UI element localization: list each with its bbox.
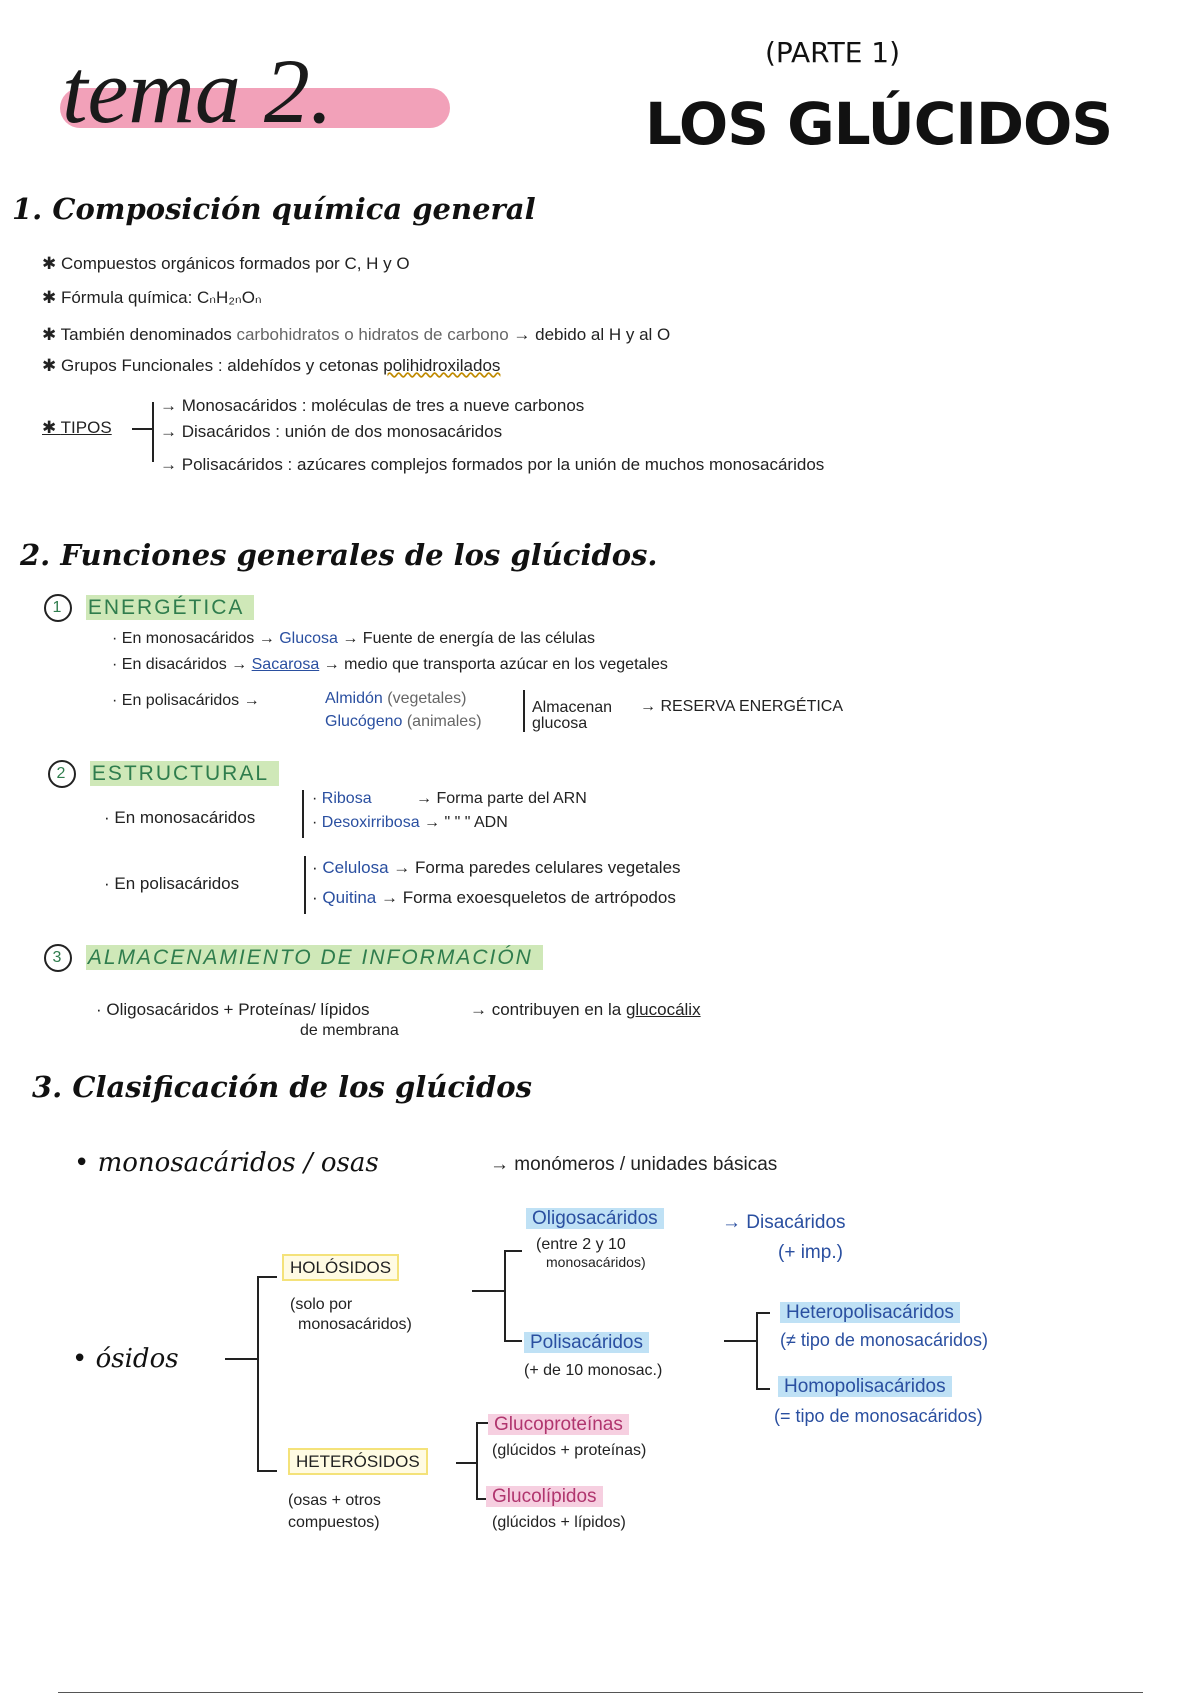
osidos-text: ósidos bbox=[95, 1344, 179, 1374]
polis-branch-connector bbox=[724, 1340, 756, 1342]
oligo-row bbox=[526, 1208, 664, 1230]
glucoprot-row bbox=[488, 1414, 629, 1436]
energy-brace bbox=[523, 690, 525, 732]
bullet-3: ✱ También denominados carbohidratos o hidratos de carbono → debido al H y al O bbox=[42, 325, 671, 344]
ribosa-row: · Ribosa → Forma parte del ARN bbox=[312, 790, 587, 807]
oligosacaridos: Oligosacáridos bbox=[526, 1208, 664, 1229]
celulosa-desc: → Forma paredes celulares vegetales bbox=[393, 858, 681, 877]
energy-row-1c: → Fuente de energía de las células bbox=[342, 630, 595, 647]
homopol-connector bbox=[756, 1388, 770, 1390]
func-3-label: ALMACENAMIENTO DE INFORMACIÓN bbox=[86, 945, 543, 970]
bullet-2: ✱ Fórmula química: CₙH₂ₙOₙ bbox=[42, 288, 262, 307]
glucolip-row bbox=[486, 1486, 603, 1508]
quitina-row: · Quitina → Forma exoesqueletos de artrópodos bbox=[312, 888, 676, 907]
energy-row-2b: Sacarosa bbox=[251, 656, 320, 673]
glucolip-desc: (glúcidos + lípidos) bbox=[492, 1514, 626, 1531]
info-c: → contribuyen en la bbox=[470, 1000, 622, 1019]
disac-desc: (+ imp.) bbox=[778, 1242, 843, 1263]
desoxi-desc: → " " " ADN bbox=[424, 814, 508, 831]
osidos-branch bbox=[257, 1276, 259, 1470]
struct-poli-text: En polisacáridos bbox=[114, 874, 240, 893]
quitina-desc: → Forma exoesqueletos de artrópodos bbox=[381, 888, 676, 907]
struct-poli-label: · En polisacáridos bbox=[104, 874, 240, 893]
info-a: Oligosacáridos + Proteínas/ lípidos bbox=[106, 1000, 370, 1019]
osidos-label: • ósidos bbox=[72, 1344, 179, 1374]
tipo-2-text: Disacáridos : unión de dos monosacáridos bbox=[181, 422, 503, 441]
almacenan: Almacenan glucosa bbox=[532, 699, 613, 732]
homopol-row bbox=[778, 1376, 952, 1398]
tema-title: tema 2. bbox=[62, 40, 333, 142]
holo-desc-2: monosacáridos) bbox=[298, 1316, 412, 1333]
bullet-1-text: Compuestos orgánicos formados por C, H y O bbox=[60, 254, 410, 273]
polis-branch bbox=[756, 1312, 758, 1388]
almidon: Almidón bbox=[325, 690, 383, 707]
bullet-3c: → debido al H y al O bbox=[513, 325, 671, 344]
info-d: glucocálix bbox=[625, 1000, 701, 1019]
bullet-4: ✱ Grupos Funcionales : aldehídos y cetonas polihidroxilados bbox=[42, 356, 501, 375]
celulosa-row: · Celulosa → Forma paredes celulares vegetales bbox=[312, 858, 681, 877]
glucogeno-desc: (animales) bbox=[406, 713, 482, 730]
holosidos-box bbox=[282, 1258, 399, 1278]
tipo-3: → Polisacáridos : azúcares complejos formados por la unión de muchos monosacáridos bbox=[160, 455, 825, 474]
energy-row-1b: Glucosa bbox=[279, 630, 338, 647]
ribosa-desc: → Forma parte del ARN bbox=[416, 790, 587, 807]
polis-desc: (+ de 10 monosac.) bbox=[524, 1362, 663, 1379]
oligo-connector bbox=[504, 1250, 522, 1252]
oligo-desc-1: (entre 2 y 10 bbox=[536, 1236, 626, 1253]
polis-connector bbox=[504, 1340, 522, 1342]
heterosidos: HETERÓSIDOS bbox=[288, 1448, 428, 1475]
heteropol-connector bbox=[756, 1312, 770, 1314]
func-2-number: 2 bbox=[48, 760, 76, 788]
tipos-connector bbox=[132, 428, 152, 430]
bullet-1: ✱ Compuestos orgánicos formados por C, H y O bbox=[42, 254, 410, 273]
holosidos: HOLÓSIDOS bbox=[282, 1254, 399, 1281]
heterosidos-box bbox=[288, 1452, 428, 1472]
func-2-label: ESTRUCTURAL bbox=[90, 761, 279, 786]
mono-text: monosacáridos / osas bbox=[97, 1148, 379, 1178]
quitina: Quitina bbox=[322, 888, 377, 907]
holo-branch-connector bbox=[472, 1290, 504, 1292]
energy-row-2: · En disacáridos → Sacarosa → medio que transporta azúcar en los vegetales bbox=[112, 656, 668, 673]
tipo-1-text: Monosacáridos : moléculas de tres a nueve carbonos bbox=[181, 396, 585, 415]
desoxi-row: · Desoxirribosa → " " " ADN bbox=[312, 814, 508, 831]
section-1-title: 1. Composición química general bbox=[12, 192, 536, 226]
bullet-3b: carbohidratos o hidratos de carbono bbox=[236, 325, 509, 344]
holo-desc-1: (solo por bbox=[290, 1296, 353, 1313]
section-2-title: 2. Funciones generales de los glúcidos. bbox=[20, 538, 658, 572]
almidon-desc: (vegetales) bbox=[387, 690, 467, 707]
hetero-desc-1: (osas + otros bbox=[288, 1492, 381, 1509]
energy-row-1: · En monosacáridos → Glucosa → Fuente de energía de las células bbox=[112, 630, 595, 647]
hetero-branch-connector bbox=[456, 1462, 476, 1464]
energy-almidon bbox=[325, 690, 466, 708]
glucogeno: Glucógeno bbox=[325, 713, 403, 730]
energy-row-1a: En monosacáridos → bbox=[121, 630, 275, 647]
tipo-1: → Monosacáridos : moléculas de tres a nueve carbonos bbox=[160, 396, 585, 415]
tipos-text: TIPOS bbox=[60, 418, 112, 437]
func-3-heading bbox=[44, 944, 543, 972]
energy-row-2a: En disacáridos → bbox=[121, 656, 248, 673]
tipos-label: ✱ TIPOS bbox=[42, 418, 112, 437]
info-b: de membrana bbox=[300, 1022, 399, 1039]
reserva-energetica: → RESERVA ENERGÉTICA bbox=[640, 698, 844, 715]
ribosa: Ribosa bbox=[321, 790, 372, 807]
func-1-label: ENERGÉTICA bbox=[86, 595, 255, 620]
energy-row-3a: · En polisacáridos → bbox=[112, 692, 260, 709]
mono-desc: → monómeros / unidades básicas bbox=[490, 1154, 778, 1175]
bullet-2-text: Fórmula química: CₙH₂ₙOₙ bbox=[60, 288, 262, 307]
hetero-connector bbox=[257, 1470, 277, 1472]
section-3-title: 3. Clasificación de los glúcidos bbox=[32, 1070, 532, 1104]
func-2-heading bbox=[48, 760, 279, 788]
struct-mono-brace bbox=[302, 790, 304, 838]
desoxirribosa: Desoxirribosa bbox=[321, 814, 420, 831]
mono-label: • monosacáridos / osas bbox=[74, 1148, 379, 1178]
homopol-desc: (= tipo de monosacáridos) bbox=[774, 1406, 983, 1426]
bullet-4a: Grupos Funcionales : aldehídos y cetonas bbox=[60, 356, 379, 375]
page-title: LOS GLÚCIDOS bbox=[645, 90, 1113, 158]
disacaridos: → Disacáridos bbox=[722, 1212, 846, 1233]
info-c-row bbox=[470, 1000, 701, 1020]
bullet-3a: También denominados bbox=[60, 325, 232, 344]
tipos-bracket bbox=[152, 402, 154, 462]
hetero-desc-2: compuestos) bbox=[288, 1514, 380, 1531]
struct-mono-label: · En monosacáridos bbox=[104, 808, 256, 827]
heteropol-row bbox=[780, 1302, 960, 1324]
holo-branch bbox=[504, 1250, 506, 1340]
energy-row-3a-text: En polisacáridos → bbox=[121, 692, 260, 709]
tipo-2: → Disacáridos : unión de dos monosacáridos bbox=[160, 422, 503, 441]
struct-mono-text: En monosacáridos bbox=[114, 808, 256, 827]
homopolisacaridos: Homopolisacáridos bbox=[778, 1376, 952, 1397]
polis-row bbox=[524, 1332, 649, 1354]
celulosa: Celulosa bbox=[322, 858, 389, 877]
osidos-connector bbox=[225, 1358, 257, 1360]
energy-glucogeno bbox=[325, 713, 482, 731]
glucolipidos: Glucolípidos bbox=[486, 1486, 603, 1507]
heteropol-desc: (≠ tipo de monosacáridos) bbox=[780, 1330, 988, 1350]
hetero-branch bbox=[476, 1422, 478, 1498]
bottom-rule bbox=[58, 1692, 1143, 1693]
energy-row-2c: → medio que transporta azúcar en los vegetales bbox=[323, 656, 668, 673]
func-3-number: 3 bbox=[44, 944, 72, 972]
info-row: · Oligosacáridos + Proteínas/ lípidos bbox=[96, 1000, 370, 1019]
polisacaridos: Polisacáridos bbox=[524, 1332, 649, 1353]
heteropolisacaridos: Heteropolisacáridos bbox=[780, 1302, 960, 1323]
func-1-heading bbox=[44, 594, 254, 622]
glucoprot-desc: (glúcidos + proteínas) bbox=[492, 1442, 647, 1459]
glucoproteinas: Glucoproteínas bbox=[488, 1414, 629, 1435]
oligo-desc-2: monosacáridos) bbox=[546, 1254, 646, 1270]
struct-poli-brace bbox=[304, 856, 306, 914]
part-label: (PARTE 1) bbox=[765, 36, 901, 69]
tipo-3-text: Polisacáridos : azúcares complejos formados por la unión de muchos monosacáridos bbox=[181, 455, 825, 474]
holo-connector bbox=[257, 1276, 277, 1278]
bullet-4b: polihidroxilados bbox=[383, 356, 501, 375]
func-1-number: 1 bbox=[44, 594, 72, 622]
